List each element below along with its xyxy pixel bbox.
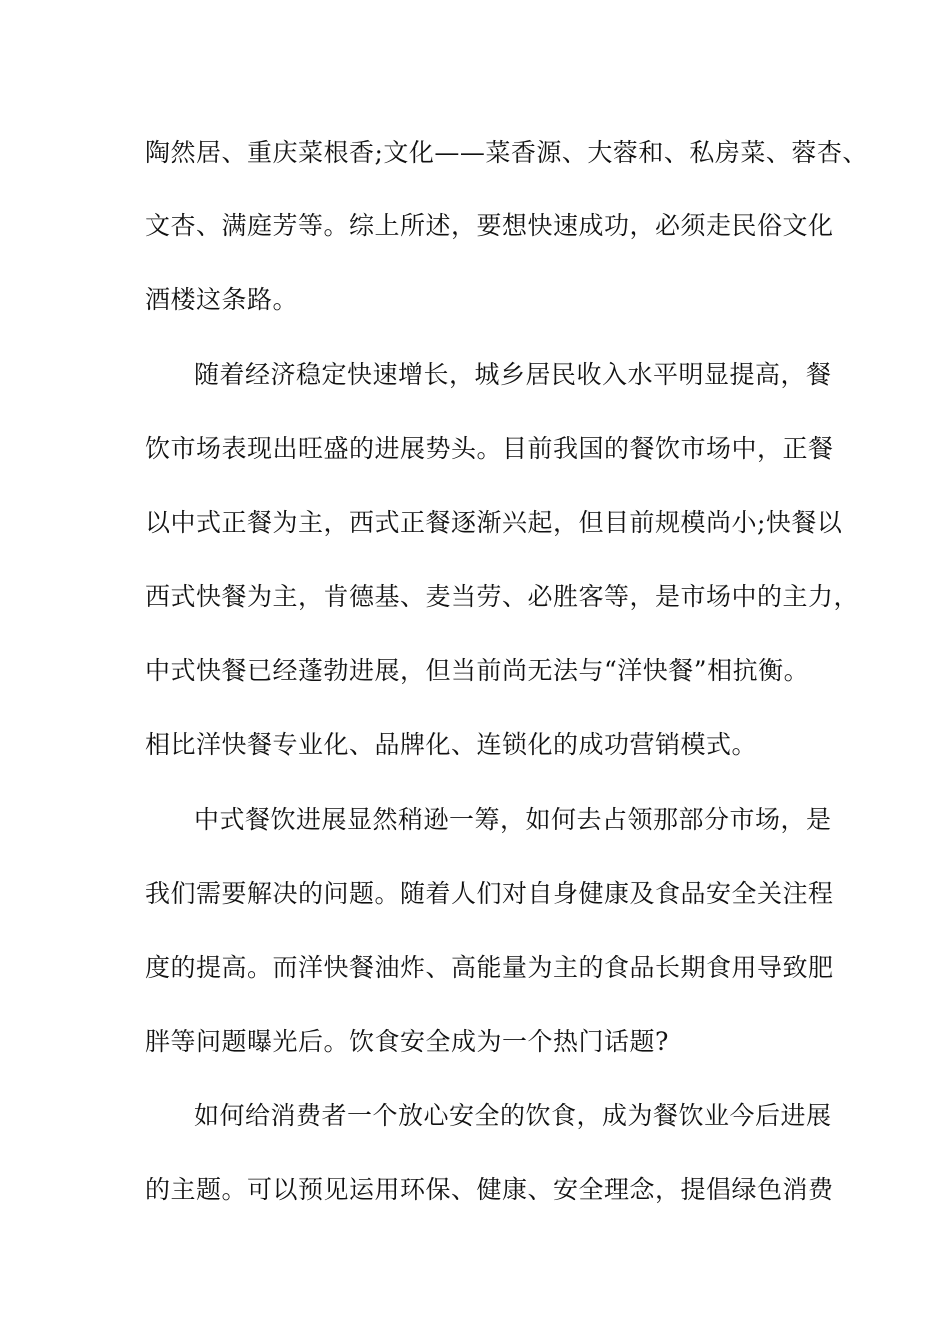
- paragraph-first-line: 随着经济稳定快速增长，城乡居民收入水平明显提高，餐: [194, 360, 832, 389]
- text-line: 文杏、满庭芳等。综上所述，要想快速成功，必须走民俗文化: [145, 211, 834, 240]
- text-line: 相比洋快餐专业化、品牌化、连锁化的成功营销模式。: [145, 730, 758, 759]
- text-line: 陶然居、重庆菜根香;文化——菜香源、大蓉和、私房菜、蓉杏、: [145, 138, 868, 167]
- paragraph-first-line: 中式餐饮进展显然稍逊一筹，如何去占领那部分市场，是: [194, 805, 832, 834]
- text-line: 我们需要解决的问题。随着人们对自身健康及食品安全关注程: [145, 879, 834, 908]
- text-line: 中式快餐已经蓬勃进展，但当前尚无法与“洋快餐”相抗衡。: [145, 656, 810, 685]
- text-line: 酒楼这条路。: [145, 285, 299, 314]
- text-line: 西式快餐为主，肯德基、麦当劳、必胜客等，是市场中的主力，: [145, 582, 860, 611]
- text-line: 的主题。可以预见运用环保、健康、安全理念，提倡绿色消费: [145, 1175, 834, 1204]
- text-line: 以中式正餐为主，西式正餐逐渐兴起，但目前规模尚小;快餐以: [145, 508, 843, 537]
- paragraph-first-line: 如何给消费者一个放心安全的饮食，成为餐饮业今后进展: [194, 1101, 832, 1130]
- text-line: 饮市场表现出旺盛的进展势头。目前我国的餐饮市场中，正餐: [145, 434, 834, 463]
- text-line: 胖等问题曝光后。饮食安全成为一个热门话题?: [145, 1027, 669, 1056]
- text-line: 度的提高。而洋快餐油炸、高能量为主的食品长期食用导致肥: [145, 953, 834, 982]
